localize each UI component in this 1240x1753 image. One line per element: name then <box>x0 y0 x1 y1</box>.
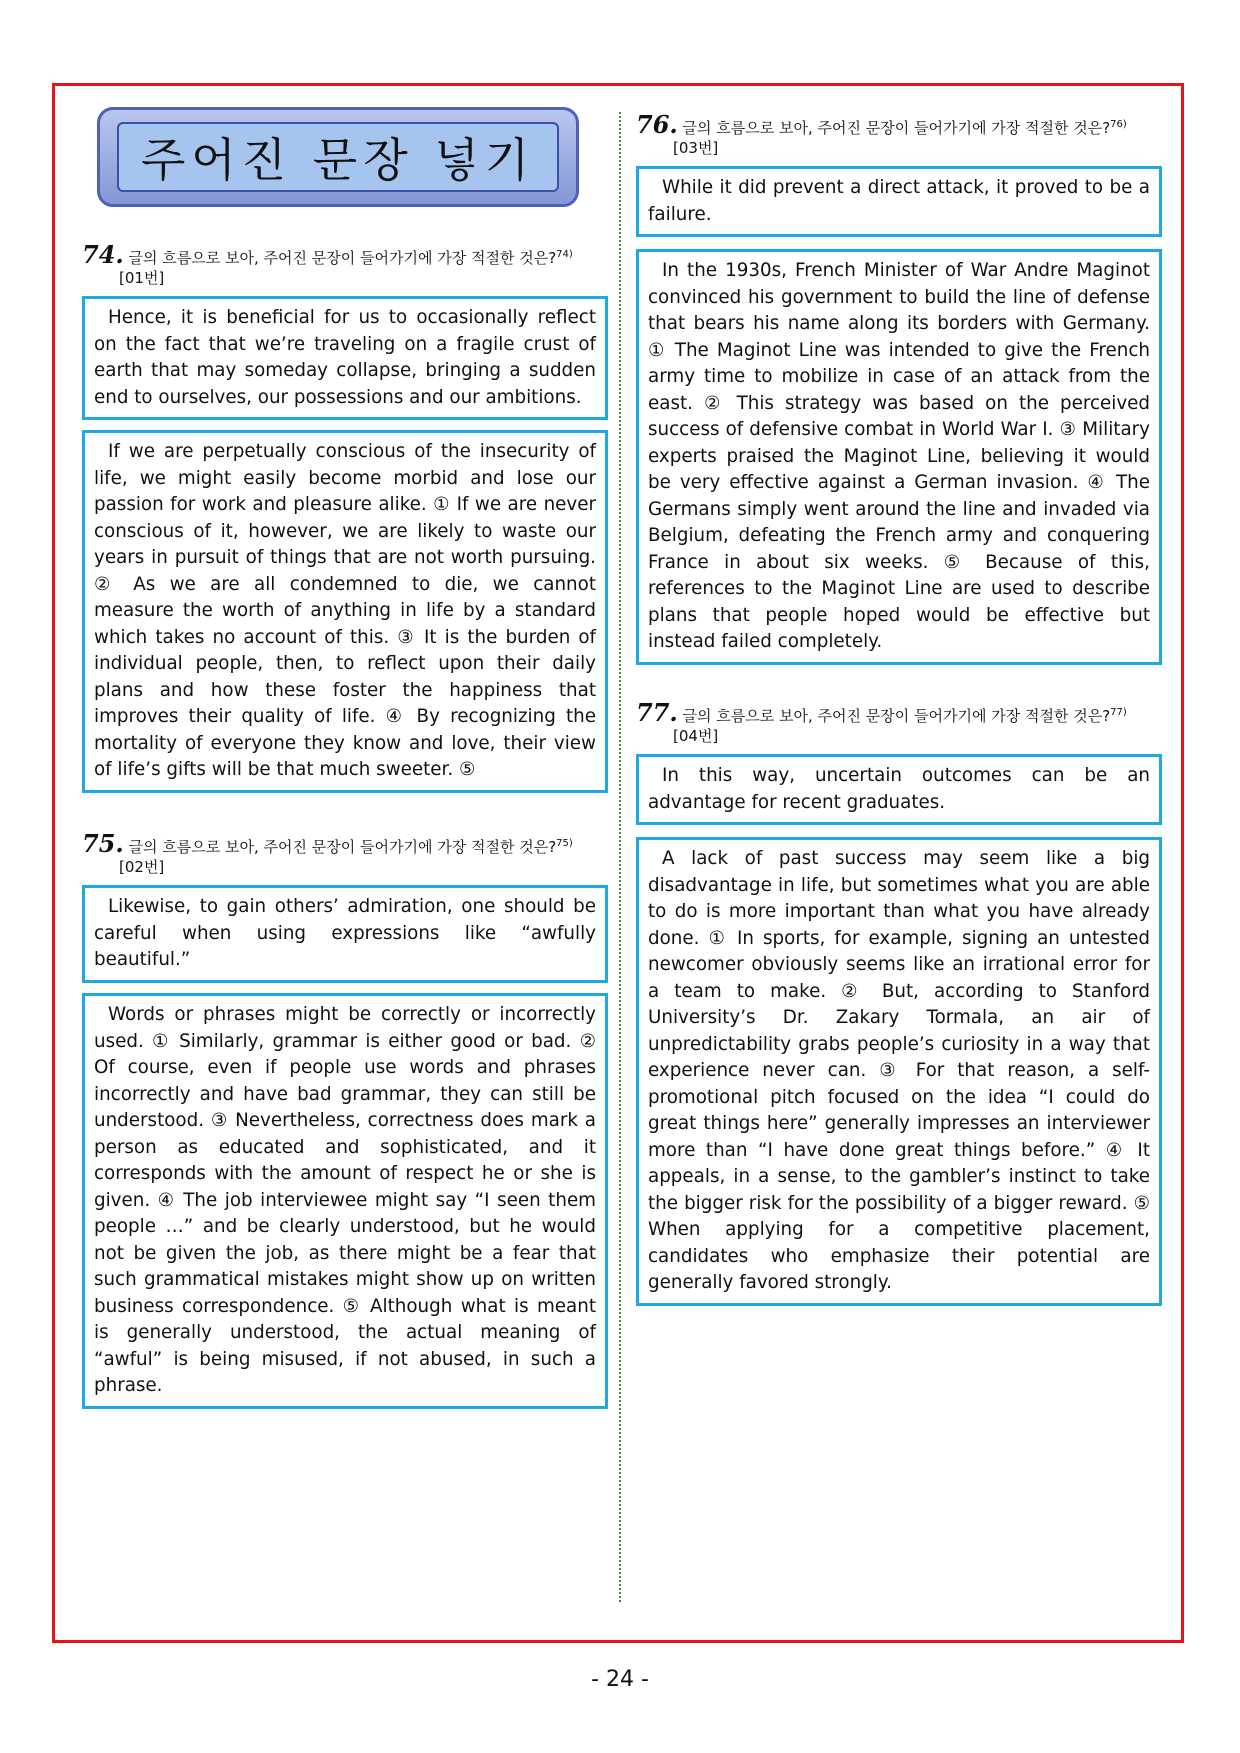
question-75-header <box>82 829 608 877</box>
page-number: - 24 - <box>591 1667 649 1692</box>
question-77-given-sentence: In this way, uncertain outcomes can be an advantage for recent graduates. <box>636 754 1162 825</box>
footnote-marker: 77) <box>1110 707 1127 718</box>
question-74-header <box>82 240 608 288</box>
question-76-passage: In the 1930s, French Minister of War Andre Maginot convinced his government to build the line of defense that bears his name along its borders with Germany. ① The Maginot Line was intended to give the French army time to mobilize in case of an attack from the east. ② This strategy was based on the perceived success of defensive combat in World War I. ③ Military experts praised the Maginot Line, believing it would be very effective against a German invasion. ④ The Germans simply went around the line and invaded via Belgium, defeating the French army and conquering France in about six weeks. ⑤ Because of this, references to the Maginot Line are used to describe plans that people hoped would be effective but instead failed completely. <box>636 249 1162 665</box>
question-number: 75. <box>82 829 124 858</box>
section-title: 주어진 문장 넣기 <box>117 122 559 192</box>
question-source: [04번] <box>673 727 719 745</box>
question-prompt: 글의 흐름으로 보아, 주어진 문장이 들어가기에 가장 적절한 것은? <box>682 707 1111 725</box>
question-number: 74. <box>82 240 124 269</box>
column-divider <box>619 112 621 1602</box>
question-74-passage: If we are perpetually conscious of the insecurity of life, we might easily become morbid and lose our passion for work and pleasure alike. ① If we are never conscious of it, however, we are likely to waste our years in pursuit of things that are not worth pursuing. ② As we are all condemned to die, we cannot measure the worth of anything in life by a standard which takes no account of this. ③ It is the burden of individual people, then, to reflect upon their daily plans and how these foster the happiness that improves their quality of life. ④ By recognizing the mortality of everyone they know and love, their view of life’s gifts will be that much sweeter. ⑤ <box>82 430 608 793</box>
question-number: 77. <box>636 698 678 727</box>
footnote-marker: 76) <box>1110 119 1127 130</box>
question-prompt: 글의 흐름으로 보아, 주어진 문장이 들어가기에 가장 적절한 것은? <box>682 119 1111 137</box>
footnote-marker: 75) <box>556 838 573 849</box>
question-source: [03번] <box>673 139 719 157</box>
question-77-header <box>636 698 1162 746</box>
section-title-banner <box>97 107 579 207</box>
question-75-given-sentence: Likewise, to gain others’ admiration, one should be careful when using expressions like “awfully beautiful.” <box>82 885 608 983</box>
question-76-header <box>636 110 1162 158</box>
question-74-given-sentence: Hence, it is beneficial for us to occasionally reflect on the fact that we’re traveling on a fragile crust of earth that may someday collapse, bringing a sudden end to ourselves, our possessions and our ambitions. <box>82 296 608 420</box>
question-source: [02번] <box>119 858 165 876</box>
question-prompt: 글의 흐름으로 보아, 주어진 문장이 들어가기에 가장 적절한 것은? <box>128 249 557 267</box>
question-prompt: 글의 흐름으로 보아, 주어진 문장이 들어가기에 가장 적절한 것은? <box>128 838 557 856</box>
question-75-passage: Words or phrases might be correctly or incorrectly used. ① Similarly, grammar is either good or bad. ② Of course, even if people use words and phrases incorrectly and have bad grammar, they can still be understood. ③ Nevertheless, correctness does mark a person as educated and sophisticated, and it corresponds with the amount of respect he or she is given. ④ The job interviewee might say “I seen them people …” and be clearly understood, but he would not be given the job, as there might be a fear that such grammatical mistakes might show up on written business correspondence. ⑤ Although what is meant is generally understood, the actual meaning of “awful” is being misused, if not abused, in such a phrase. <box>82 993 608 1409</box>
footnote-marker: 74) <box>556 249 573 260</box>
question-77-passage: A lack of past success may seem like a big disadvantage in life, but sometimes what you are able to do is more important than what you have already done. ① In sports, for example, signing an untested newcomer obviously seems like an irrational error for a team to make. ② But, according to Stanford University’s Dr. Zakary Tormala, an air of unpredictability grabs people’s curiosity in a way that experience never can. ③ For that reason, a self-promotional pitch focused on the idea “I could do great things here” generally impresses an interviewer more than “I have done great things before.” ④ It appeals, in a sense, to the gambler’s instinct to take the bigger risk for the possibility of a bigger reward. ⑤ When applying for a competitive placement, candidates who emphasize their potential are generally favored strongly. <box>636 837 1162 1306</box>
question-source: [01번] <box>119 269 165 287</box>
question-76-given-sentence: While it did prevent a direct attack, it proved to be a failure. <box>636 166 1162 237</box>
question-number: 76. <box>636 110 678 139</box>
